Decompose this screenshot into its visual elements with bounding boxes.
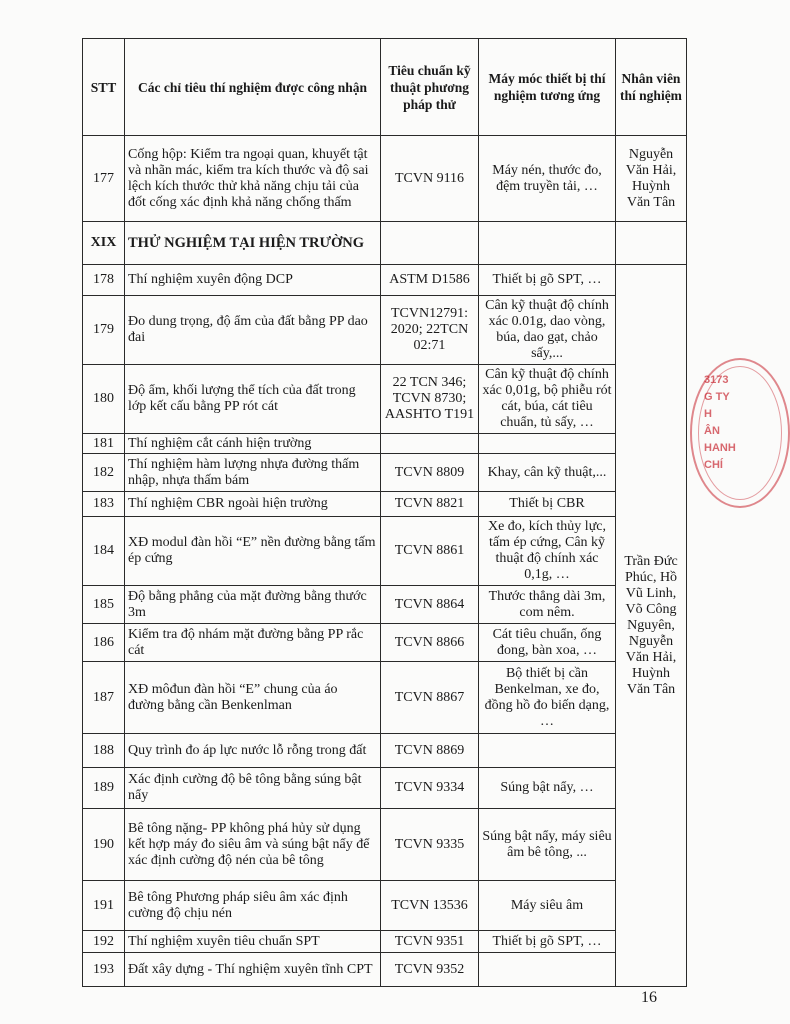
row-criteria: Thí nghiệm xuyên động DCP xyxy=(125,265,381,296)
row-criteria: Đo dung trọng, độ ẩm của đất bằng PP dao đai xyxy=(125,296,381,365)
group-staff: Trần Đức Phúc, Hồ Vũ Linh, Võ Công Nguyên, Nguyễn Văn Hải, Huỳnh Văn Tân xyxy=(616,265,687,987)
table-row xyxy=(83,296,687,365)
seal-text-3: H xyxy=(704,408,712,420)
row-stt: 178 xyxy=(83,265,125,296)
seal-text-6: CHÍ xyxy=(704,459,723,471)
row-stt: 184 xyxy=(83,517,125,586)
table-row xyxy=(83,734,687,768)
row-equipment: Xe đo, kích thủy lực, tấm ép cứng, Cân kỹ thuật độ chính xác 0,1g, … xyxy=(479,517,616,586)
row-stt: 177 xyxy=(83,136,125,222)
row-criteria: XĐ modul đàn hồi “E” nền đường bằng tấm ép cứng xyxy=(125,517,381,586)
row-equipment: Cát tiêu chuẩn, ống đong, bàn xoa, … xyxy=(479,624,616,662)
row-staff: Nguyễn Văn Hải, Huỳnh Văn Tân xyxy=(616,136,687,222)
row-criteria: Xác định cường độ bê tông bằng súng bật nẩy xyxy=(125,768,381,809)
row-stt: 188 xyxy=(83,734,125,768)
table-row xyxy=(83,881,687,931)
row-equipment: Súng bật nẩy, … xyxy=(479,768,616,809)
row-equipment xyxy=(479,953,616,987)
row-standard xyxy=(381,434,479,454)
row-criteria: XĐ môđun đàn hồi “E” chung của áo đường bằng cần Benkenlman xyxy=(125,662,381,734)
table-row xyxy=(83,517,687,586)
row-standard: TCVN 9334 xyxy=(381,768,479,809)
row-equipment: Thiết bị gõ SPT, … xyxy=(479,931,616,953)
row-stt: 189 xyxy=(83,768,125,809)
row-standard: TCVN 8864 xyxy=(381,586,479,624)
row-stt: 182 xyxy=(83,454,125,492)
header-stt: STT xyxy=(83,39,125,136)
table-row xyxy=(83,492,687,517)
table-row xyxy=(83,136,687,222)
row-standard: TCVN 13536 xyxy=(381,881,479,931)
row-standard: TCVN12791: 2020; 22TCN 02:71 xyxy=(381,296,479,365)
row-stt: 185 xyxy=(83,586,125,624)
row-stt: 186 xyxy=(83,624,125,662)
header-staff: Nhân viên thí nghiệm xyxy=(616,39,687,136)
row-stt: 193 xyxy=(83,953,125,987)
row-equipment: Súng bật nẩy, máy siêu âm bê tông, ... xyxy=(479,809,616,881)
table-row xyxy=(83,662,687,734)
row-equipment xyxy=(479,434,616,454)
row-standard: TCVN 8867 xyxy=(381,662,479,734)
page-number: 16 xyxy=(641,989,657,1006)
table-row xyxy=(83,365,687,434)
row-criteria: Độ ẩm, khối lượng thể tích của đất trong lớp kết cấu bằng PP rót cát xyxy=(125,365,381,434)
section-number: XIX xyxy=(83,222,125,265)
table-row xyxy=(83,265,687,296)
row-equipment: Máy nén, thước đo, đệm truyền tải, … xyxy=(479,136,616,222)
row-standard: TCVN 8809 xyxy=(381,454,479,492)
row-criteria: Độ bằng phẳng của mặt đường bằng thước 3m xyxy=(125,586,381,624)
row-equipment: Máy siêu âm xyxy=(479,881,616,931)
row-stt: 192 xyxy=(83,931,125,953)
row-standard: TCVN 8821 xyxy=(381,492,479,517)
row-criteria: Thí nghiệm cắt cánh hiện trường xyxy=(125,434,381,454)
table-row xyxy=(83,434,687,454)
seal-text-2: G TY xyxy=(704,391,730,403)
row-equipment: Khay, cân kỹ thuật,... xyxy=(479,454,616,492)
table-header-row xyxy=(83,39,687,136)
table-row xyxy=(83,809,687,881)
section-title: THỬ NGHIỆM TẠI HIỆN TRƯỜNG xyxy=(125,222,381,265)
row-stt: 187 xyxy=(83,662,125,734)
row-standard: TCVN 9352 xyxy=(381,953,479,987)
table-row xyxy=(83,953,687,987)
seal-text-5: HANH xyxy=(704,442,736,454)
row-standard: TCVN 8861 xyxy=(381,517,479,586)
section-row xyxy=(83,222,687,265)
row-criteria: Đất xây dựng - Thí nghiệm xuyên tĩnh CPT xyxy=(125,953,381,987)
seal-inner-ring xyxy=(698,366,782,500)
row-criteria: Thí nghiệm xuyên tiêu chuẩn SPT xyxy=(125,931,381,953)
row-criteria: Kiểm tra độ nhám mặt đường bằng PP rắc cát xyxy=(125,624,381,662)
table-row xyxy=(83,586,687,624)
row-standard: TCVN 8866 xyxy=(381,624,479,662)
row-standard: TCVN 8869 xyxy=(381,734,479,768)
header-equipment: Máy móc thiết bị thí nghiệm tương ứng xyxy=(479,39,616,136)
seal-text-4: ÂN xyxy=(704,425,720,437)
row-standard: ASTM D1586 xyxy=(381,265,479,296)
row-criteria: Quy trình đo áp lực nước lỗ rỗng trong đất xyxy=(125,734,381,768)
header-standard: Tiêu chuẩn kỹ thuật phương pháp thử xyxy=(381,39,479,136)
row-stt: 180 xyxy=(83,365,125,434)
accreditation-table xyxy=(82,38,687,987)
row-equipment: Cân kỹ thuật độ chính xác 0,01g, bộ phiễu rót cát, búa, cát tiêu chuẩn, tủ sấy, … xyxy=(479,365,616,434)
row-criteria: Bê tông Phương pháp siêu âm xác định cường độ chịu nén xyxy=(125,881,381,931)
row-standard: TCVN 9351 xyxy=(381,931,479,953)
row-equipment: Thiết bị gõ SPT, … xyxy=(479,265,616,296)
row-stt: 190 xyxy=(83,809,125,881)
table-row xyxy=(83,624,687,662)
row-standard: TCVN 9335 xyxy=(381,809,479,881)
row-equipment: Thước thẳng dài 3m, com nêm. xyxy=(479,586,616,624)
seal-text-1: 3173 xyxy=(704,374,729,386)
row-stt: 181 xyxy=(83,434,125,454)
row-stt: 191 xyxy=(83,881,125,931)
table-row xyxy=(83,768,687,809)
row-equipment: Bộ thiết bị cần Benkelman, xe đo, đồng hồ đo biến dạng, … xyxy=(479,662,616,734)
row-standard: TCVN 9116 xyxy=(381,136,479,222)
row-standard: 22 TCN 346; TCVN 8730; AASHTO T191 xyxy=(381,365,479,434)
header-criteria: Các chỉ tiêu thí nghiệm được công nhận xyxy=(125,39,381,136)
row-equipment: Cân kỹ thuật độ chính xác 0.01g, dao vòng, búa, dao gạt, chảo sấy,... xyxy=(479,296,616,365)
row-criteria: Bê tông nặng- PP không phá hủy sử dụng kết hợp máy đo siêu âm và súng bật nẩy để xác định cường độ nén của bê tông xyxy=(125,809,381,881)
company-seal xyxy=(690,358,790,508)
table-row xyxy=(83,454,687,492)
row-equipment: Thiết bị CBR xyxy=(479,492,616,517)
row-stt: 183 xyxy=(83,492,125,517)
row-equipment xyxy=(479,734,616,768)
row-stt: 179 xyxy=(83,296,125,365)
row-criteria: Thí nghiệm hàm lượng nhựa đường thấm nhập, nhựa thấm bám xyxy=(125,454,381,492)
row-criteria: Cống hộp: Kiểm tra ngoại quan, khuyết tật và nhãn mác, kiểm tra kích thước và độ sai lệch kích thước thử khả năng chịu tải của đốt cống xác định khả năng chống thấm xyxy=(125,136,381,222)
table-row xyxy=(83,931,687,953)
row-criteria: Thí nghiệm CBR ngoài hiện trường xyxy=(125,492,381,517)
